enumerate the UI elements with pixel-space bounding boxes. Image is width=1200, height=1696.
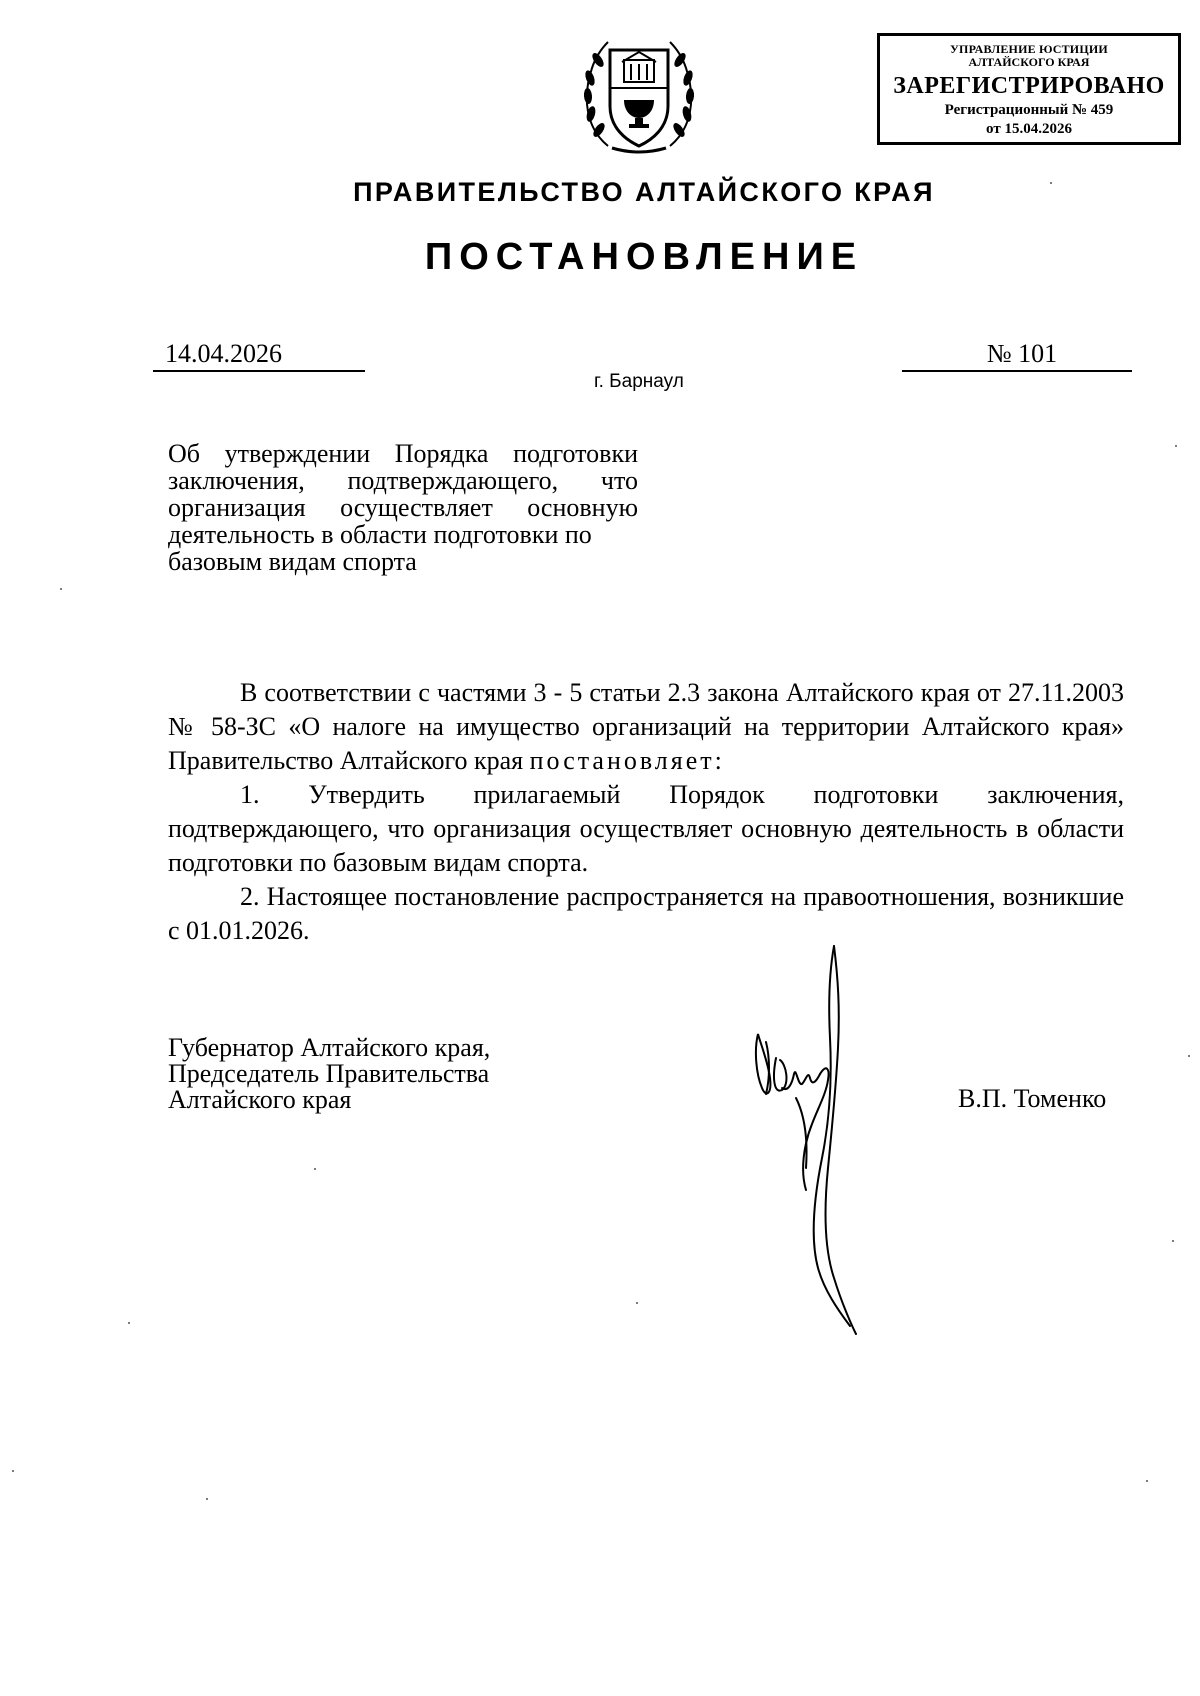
scan-speck (636, 1302, 638, 1304)
document-subject (168, 440, 638, 575)
decree-item-1: 1. Утвердить прилагаемый Порядок подготовки заключения, подтверждающего, что организация осуществляет основную деятельность в области подготовки по базовым видам спорта. (168, 780, 1124, 877)
stamp-reg-number: Регистрационный № 459 (944, 102, 1114, 118)
scan-speck (1188, 1055, 1190, 1057)
signer-position (168, 1035, 490, 1113)
registration-stamp (877, 33, 1181, 145)
scan-speck (60, 588, 62, 590)
scan-speck (314, 1168, 316, 1170)
stamp-authority-line1: УПРАВЛЕНИЕ ЮСТИЦИИ (950, 42, 1108, 56)
coat-of-arms-emblem (578, 28, 700, 160)
decree-item-2: 2. Настоящее постановление распространяется на правоотношения, возникшие с 01.01.2026. (168, 882, 1124, 945)
scan-speck (1146, 1480, 1148, 1482)
subject-text: Об утверждении Порядка подготовки заключения, подтверждающего, что организация осуществляет основную деятельность в области подготовки по (168, 439, 638, 549)
signer-position-line1: Губернатор Алтайского края, (168, 1033, 491, 1062)
decrees-word: постановляет: (529, 746, 725, 775)
scan-speck (206, 1498, 208, 1500)
scan-speck (1175, 445, 1177, 447)
preamble-text: В соответствии с частями 3 - 5 статьи 2.3 закона Алтайского края от 27.11.2003 № 58-ЗС «О налоге на имущество организаций на территории Алтайского края» Правительство Алтайского края (168, 678, 1124, 775)
preamble-paragraph (168, 676, 1124, 778)
subject-last-line: базовым видам спорта (168, 547, 417, 576)
scan-speck (12, 1470, 14, 1472)
government-title: ПРАВИТЕЛЬСТВО АЛТАЙСКОГО КРАЯ (353, 177, 935, 207)
scan-speck (128, 1322, 130, 1324)
stamp-status: ЗАРЕГИСТРИРОВАНО (893, 73, 1165, 99)
document-type-heading: ПОСТАНОВЛЕНИЕ (424, 236, 864, 278)
signer-position-line3: Алтайского края (168, 1085, 352, 1114)
stamp-reg-date: от 15.04.2026 (986, 121, 1072, 137)
document-city: г. Барнаул (594, 371, 684, 392)
scan-speck (1172, 1240, 1174, 1242)
scan-speck (1050, 182, 1052, 184)
document-date-field (153, 338, 365, 372)
signer-name: В.П. Томенко (958, 1084, 1107, 1113)
document-number-field (902, 338, 1132, 372)
document-date: 14.04.2026 (165, 339, 282, 368)
signer-position-line2: Председатель Правительства (168, 1059, 490, 1088)
document-number: № 101 (986, 339, 1058, 368)
stamp-authority-line2: АЛТАЙСКОГО КРАЯ (968, 55, 1090, 69)
handwritten-signature (752, 938, 892, 1338)
